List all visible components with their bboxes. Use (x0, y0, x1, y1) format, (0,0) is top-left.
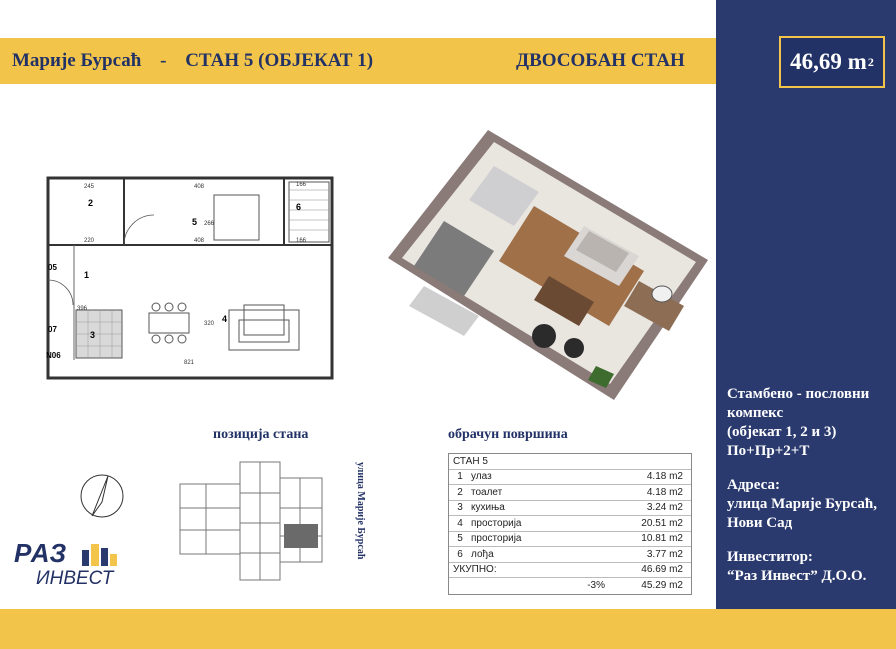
row-number: 2 (457, 486, 463, 498)
complex-line-1: Стамбено - пословни (727, 386, 870, 402)
area-calc-caption: обрачун површина (448, 427, 568, 442)
row-name: тоалет (471, 486, 503, 498)
table-title: СТАН 5 (453, 455, 488, 467)
row-name: просторија (471, 517, 522, 529)
area-badge (779, 36, 885, 88)
company-logo-main: РАЗ (14, 538, 68, 568)
row-number: 5 (457, 533, 463, 545)
dimension: 821 (184, 360, 195, 366)
building-logo-icon (80, 540, 120, 566)
table-row (449, 532, 691, 548)
dimension: 266 (204, 221, 215, 227)
table-title-row (449, 454, 691, 470)
project-info (727, 385, 892, 586)
apartment-type: ДВОСОБАН СТАН (516, 50, 685, 71)
dimension: 166 (296, 182, 307, 188)
header-separator: - (160, 50, 167, 71)
wall-label: 07 (48, 325, 57, 334)
row-value: 3.24 m2 (646, 502, 683, 514)
dimension: 396 (77, 306, 88, 312)
dimension: 320 (204, 321, 215, 327)
dimension: 220 (84, 238, 95, 244)
room-number: 5 (192, 217, 198, 227)
area-unit-sup: 2 (867, 54, 874, 69)
table-row (449, 470, 691, 486)
area-table (448, 453, 692, 595)
dimension: 408 (194, 238, 205, 244)
table-row (449, 501, 691, 517)
table-row (449, 485, 691, 501)
street-name: Марије Бурсаћ (12, 50, 142, 71)
floor-plan (44, 170, 336, 392)
total-row (449, 563, 691, 579)
row-number: 6 (457, 548, 463, 560)
address-label: Адреса: (727, 477, 780, 493)
wall-label: 05 (48, 263, 57, 272)
dimension: 166 (296, 238, 307, 244)
north-arrow-icon (78, 472, 126, 520)
row-name: улаз (471, 471, 492, 483)
footer-bar (0, 609, 896, 649)
unit-name: СТАН 5 (ОБЈЕКАТ 1) (185, 50, 374, 71)
site-position-plan (176, 458, 326, 584)
room-number: 1 (84, 270, 90, 280)
address-line-2: Нови Сад (727, 515, 793, 531)
reduced-label: -3% (587, 579, 605, 591)
room-number: 6 (296, 202, 302, 212)
total-label: УКУПНО: (453, 564, 497, 576)
row-number: 1 (457, 471, 463, 483)
area-value: 46,69 m (790, 49, 867, 74)
room-number: 4 (222, 314, 228, 324)
street-label-vertical (352, 462, 366, 592)
investor-name: “Раз Инвест” Д.О.О. (727, 568, 867, 584)
room-number: 3 (90, 330, 96, 340)
complex-line-4: По+Пр+2+Т (727, 443, 810, 459)
row-number: 3 (457, 502, 463, 514)
row-value: 20.51 m2 (641, 517, 683, 529)
wall-label: N06 (46, 351, 61, 360)
row-value: 4.18 m2 (646, 471, 683, 483)
room-number: 2 (88, 198, 94, 208)
street-label: улица Марије Бурсаћ (355, 462, 366, 560)
reduced-value: 45.29 m2 (641, 579, 683, 591)
address-line-1: улица Марије Бурсаћ, (727, 496, 877, 512)
complex-line-3: (објекат 1, 2 и 3) (727, 424, 837, 440)
reduced-row (449, 578, 691, 593)
company-logo-sub: ИНВЕСТ (36, 568, 114, 589)
header-title (12, 50, 373, 72)
total-value: 46.69 m2 (641, 564, 683, 576)
row-value: 10.81 m2 (641, 533, 683, 545)
complex-line-2: компекс (727, 405, 784, 421)
row-name: кухиња (471, 502, 505, 514)
position-caption: позиција стана (213, 427, 309, 442)
row-value: 4.18 m2 (646, 486, 683, 498)
table-row (449, 516, 691, 532)
table-row (449, 547, 691, 563)
investor-label: Инвеститор: (727, 549, 813, 565)
row-number: 4 (457, 517, 463, 529)
row-name: лођа (471, 548, 494, 560)
dimension: 408 (194, 184, 205, 190)
row-name: просторија (471, 533, 522, 545)
row-value: 3.77 m2 (646, 548, 683, 560)
dimension: 245 (84, 184, 95, 190)
apartment-3d-render (384, 126, 714, 404)
